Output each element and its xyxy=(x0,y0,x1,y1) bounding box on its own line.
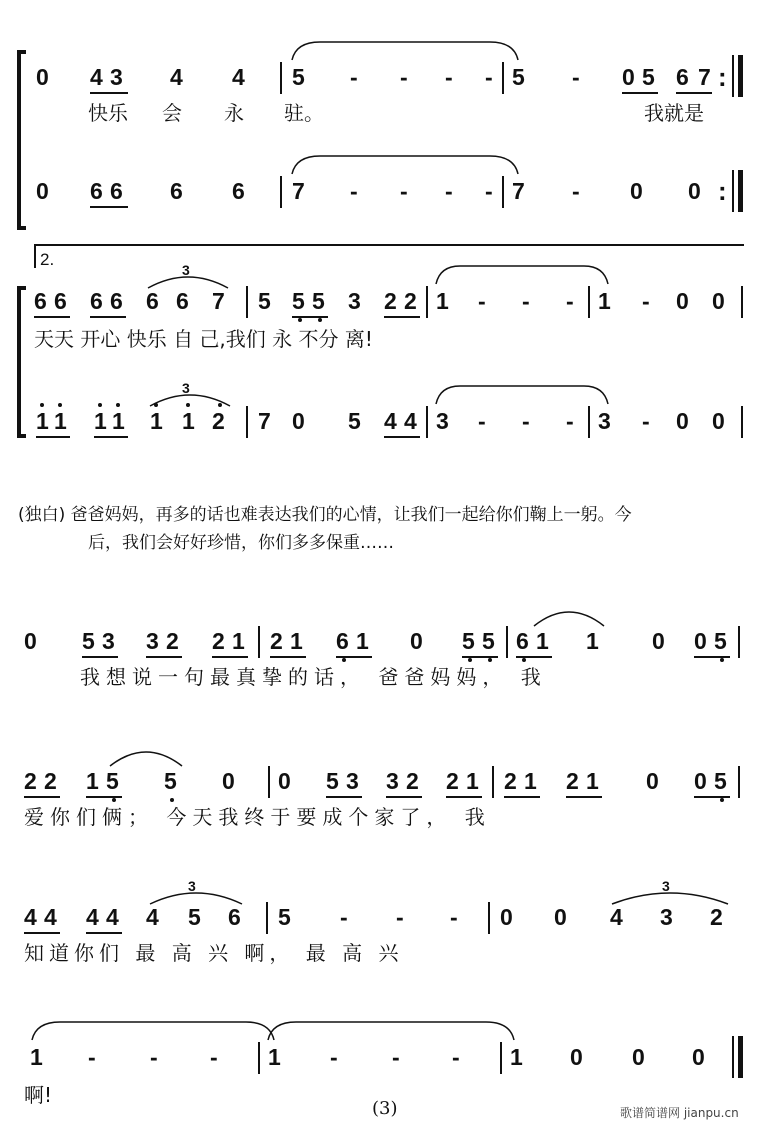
underline xyxy=(676,92,712,94)
underline xyxy=(212,656,248,658)
dash: - xyxy=(566,288,574,314)
lyrics-line: 爱你们俩； 今天我终于要成个家了， 我 xyxy=(24,805,491,829)
note: 1 xyxy=(268,1044,281,1070)
dot xyxy=(522,658,526,662)
tuplet-number: 3 xyxy=(662,878,670,894)
lyric: 我就是 xyxy=(644,101,704,125)
repeat-dots: : xyxy=(718,62,727,92)
note: 4 xyxy=(232,64,245,90)
underline xyxy=(336,656,372,658)
tuplet-number: 3 xyxy=(188,878,196,894)
tie-arc xyxy=(266,1018,516,1042)
dash: - xyxy=(350,64,358,90)
volta-label: 2. xyxy=(40,250,55,269)
dot xyxy=(116,403,120,407)
repeat-dots: : xyxy=(718,176,727,206)
note: 6 xyxy=(110,288,123,314)
underline xyxy=(86,932,122,934)
note: 5 xyxy=(292,64,305,90)
note: 1 xyxy=(86,768,99,794)
dash: - xyxy=(572,178,580,204)
final-barline xyxy=(738,1036,743,1078)
note: 0 xyxy=(222,768,235,794)
barline xyxy=(741,406,743,438)
note: 1 xyxy=(232,628,245,654)
slur-arc xyxy=(108,746,184,768)
slur-arc xyxy=(148,888,244,906)
note: 5 xyxy=(164,768,177,794)
note: 6 xyxy=(90,178,103,204)
note: 2 xyxy=(166,628,179,654)
note: 0 xyxy=(694,628,707,654)
note: 6 xyxy=(90,288,103,314)
dot xyxy=(170,798,174,802)
barline xyxy=(280,62,282,94)
note: 2 xyxy=(504,768,517,794)
dash: - xyxy=(642,408,650,434)
barline xyxy=(246,286,248,318)
note: 1 xyxy=(94,408,107,434)
dash: - xyxy=(522,288,530,314)
note: 3 xyxy=(436,408,449,434)
note: 0 xyxy=(278,768,291,794)
note: 7 xyxy=(512,178,525,204)
note: 2 xyxy=(212,408,225,434)
note: 7 xyxy=(212,288,225,314)
note: 2 xyxy=(24,768,37,794)
dash: - xyxy=(400,178,408,204)
note: 4 xyxy=(44,904,57,930)
note: 0 xyxy=(630,178,643,204)
barline xyxy=(506,626,508,658)
note: 1 xyxy=(598,288,611,314)
note: 5 xyxy=(714,628,727,654)
barline xyxy=(732,55,734,97)
note: 0 xyxy=(570,1044,583,1070)
note: 5 xyxy=(642,64,655,90)
note: 1 xyxy=(36,408,49,434)
note: 5 xyxy=(326,768,339,794)
underline xyxy=(462,656,498,658)
note: 1 xyxy=(436,288,449,314)
barline xyxy=(426,286,428,318)
barline xyxy=(246,406,248,438)
note: 0 xyxy=(292,408,305,434)
note: 4 xyxy=(384,408,397,434)
underline xyxy=(694,656,730,658)
note: 5 xyxy=(292,288,305,314)
lyrics-line: 啊! xyxy=(24,1083,53,1107)
lyric: 快乐 xyxy=(88,101,128,125)
underline xyxy=(292,316,328,318)
note: 3 xyxy=(346,768,359,794)
volta-line xyxy=(34,244,744,246)
dot xyxy=(488,658,492,662)
dash: - xyxy=(340,904,348,930)
dash: - xyxy=(485,178,493,204)
watermark: 歌谱简谱网 jianpu.cn xyxy=(620,1106,739,1120)
dot xyxy=(318,318,322,322)
note: 3 xyxy=(386,768,399,794)
underline xyxy=(622,92,658,94)
underline xyxy=(90,206,128,208)
lyric: 永 xyxy=(224,101,244,125)
barline xyxy=(738,766,740,798)
underline xyxy=(82,656,118,658)
note: 2 xyxy=(566,768,579,794)
note: 1 xyxy=(290,628,303,654)
dash: - xyxy=(485,64,493,90)
volta-hook xyxy=(34,244,36,268)
dash: - xyxy=(452,1044,460,1070)
dash: - xyxy=(566,408,574,434)
monologue-line-1: (独白) 爸爸妈妈，再多的话也难表达我们的心情，让我们一起给你们鞠上一躬。今 xyxy=(18,505,632,525)
dot xyxy=(720,658,724,662)
underline xyxy=(326,796,362,798)
note: 5 xyxy=(512,64,525,90)
note: 1 xyxy=(536,628,549,654)
barline xyxy=(588,286,590,318)
underline xyxy=(566,796,602,798)
slur-arc xyxy=(148,390,232,408)
note: 2 xyxy=(44,768,57,794)
barline xyxy=(741,286,743,318)
barline xyxy=(588,406,590,438)
dot xyxy=(468,658,472,662)
note: 5 xyxy=(348,408,361,434)
dash: - xyxy=(445,178,453,204)
barline xyxy=(492,766,494,798)
barline xyxy=(732,170,734,212)
note: 0 xyxy=(36,178,49,204)
underline xyxy=(34,316,70,318)
note: 1 xyxy=(112,408,125,434)
note: 7 xyxy=(698,64,711,90)
note: 0 xyxy=(632,1044,645,1070)
barline xyxy=(258,626,260,658)
note: 5 xyxy=(188,904,201,930)
final-barline xyxy=(738,170,743,212)
barline xyxy=(280,176,282,208)
note: 6 xyxy=(516,628,529,654)
note: 5 xyxy=(714,768,727,794)
note: 4 xyxy=(146,904,159,930)
barline xyxy=(426,406,428,438)
underline xyxy=(504,796,540,798)
note: 4 xyxy=(404,408,417,434)
note: 1 xyxy=(54,408,67,434)
underline xyxy=(516,656,552,658)
note: 4 xyxy=(610,904,623,930)
note: 4 xyxy=(86,904,99,930)
note: 7 xyxy=(292,178,305,204)
note: 6 xyxy=(54,288,67,314)
note: 6 xyxy=(110,178,123,204)
note: 5 xyxy=(312,288,325,314)
note: 1 xyxy=(586,628,599,654)
note: 6 xyxy=(676,64,689,90)
note: 6 xyxy=(176,288,189,314)
note: 0 xyxy=(652,628,665,654)
note: 5 xyxy=(462,628,475,654)
note: 0 xyxy=(554,904,567,930)
tuplet-number: 3 xyxy=(182,262,190,278)
dot xyxy=(720,798,724,802)
note: 6 xyxy=(228,904,241,930)
barline xyxy=(502,62,504,94)
dash: - xyxy=(210,1044,218,1070)
note: 3 xyxy=(660,904,673,930)
barline xyxy=(268,766,270,798)
note: 2 xyxy=(270,628,283,654)
note: 2 xyxy=(446,768,459,794)
underline xyxy=(94,436,128,438)
underline xyxy=(386,796,422,798)
note: 6 xyxy=(336,628,349,654)
note: 0 xyxy=(36,64,49,90)
dash: - xyxy=(445,64,453,90)
note: 6 xyxy=(34,288,47,314)
dash: - xyxy=(572,64,580,90)
tie-arc xyxy=(30,1018,276,1042)
barline xyxy=(732,1036,734,1078)
brace-bracket xyxy=(14,286,28,438)
underline xyxy=(384,316,420,318)
underline xyxy=(694,796,730,798)
underline xyxy=(86,796,122,798)
note: 0 xyxy=(676,408,689,434)
note: 7 xyxy=(258,408,271,434)
note: 4 xyxy=(170,64,183,90)
note: 5 xyxy=(106,768,119,794)
tuplet-number: 3 xyxy=(182,380,190,396)
note: 3 xyxy=(110,64,123,90)
note: 0 xyxy=(646,768,659,794)
underline xyxy=(446,796,482,798)
note: 0 xyxy=(712,408,725,434)
barline xyxy=(258,1042,260,1074)
brace-bracket xyxy=(14,50,28,230)
note: 2 xyxy=(710,904,723,930)
note: 5 xyxy=(482,628,495,654)
dash: - xyxy=(330,1044,338,1070)
lyrics-line: 知道你们 最 高 兴 啊， 最 高 兴 xyxy=(24,941,404,965)
note: 5 xyxy=(278,904,291,930)
note: 0 xyxy=(676,288,689,314)
barline xyxy=(738,626,740,658)
dash: - xyxy=(478,408,486,434)
slur-arc xyxy=(532,606,606,628)
note: 0 xyxy=(712,288,725,314)
dash: - xyxy=(350,178,358,204)
note: 2 xyxy=(212,628,225,654)
monologue-line-2: 后，我们会好好珍惜，你们多多保重…… xyxy=(88,533,394,553)
dot xyxy=(342,658,346,662)
dash: - xyxy=(522,408,530,434)
dot xyxy=(298,318,302,322)
note: 2 xyxy=(384,288,397,314)
note: 3 xyxy=(102,628,115,654)
note: 0 xyxy=(622,64,635,90)
note: 4 xyxy=(24,904,37,930)
underline xyxy=(24,932,60,934)
barline xyxy=(488,902,490,934)
dash: - xyxy=(396,904,404,930)
note: 1 xyxy=(510,1044,523,1070)
dash: - xyxy=(400,64,408,90)
dot xyxy=(98,403,102,407)
note: 0 xyxy=(24,628,37,654)
note: 1 xyxy=(524,768,537,794)
note: 2 xyxy=(406,768,419,794)
note: 5 xyxy=(258,288,271,314)
slur-arc xyxy=(610,888,730,906)
note: 0 xyxy=(500,904,513,930)
note: 3 xyxy=(348,288,361,314)
dash: - xyxy=(150,1044,158,1070)
underline xyxy=(90,316,126,318)
note: 3 xyxy=(598,408,611,434)
note: 5 xyxy=(82,628,95,654)
note: 6 xyxy=(146,288,159,314)
tie-arc xyxy=(290,38,520,62)
lyrics-line: 我想说一句最真挚的话， 爸爸妈妈， 我 xyxy=(80,665,547,689)
barline xyxy=(266,902,268,934)
dot xyxy=(58,403,62,407)
final-barline xyxy=(738,55,743,97)
underline xyxy=(24,796,60,798)
note: 1 xyxy=(182,408,195,434)
note: 1 xyxy=(30,1044,43,1070)
slur-arc xyxy=(146,272,230,290)
dot xyxy=(40,403,44,407)
note: 1 xyxy=(586,768,599,794)
dash: - xyxy=(88,1044,96,1070)
note: 6 xyxy=(170,178,183,204)
underline xyxy=(146,656,182,658)
note: 1 xyxy=(150,408,163,434)
underline xyxy=(384,436,420,438)
page-number: (3) xyxy=(372,1098,398,1119)
dot xyxy=(112,798,116,802)
barline xyxy=(500,1042,502,1074)
note: 4 xyxy=(106,904,119,930)
dash: - xyxy=(450,904,458,930)
tie-arc xyxy=(434,382,610,406)
dash: - xyxy=(642,288,650,314)
underline xyxy=(270,656,306,658)
underline xyxy=(36,436,70,438)
note: 1 xyxy=(356,628,369,654)
dash: - xyxy=(478,288,486,314)
dash: - xyxy=(392,1044,400,1070)
note: 2 xyxy=(404,288,417,314)
tie-arc xyxy=(290,152,520,176)
note: 1 xyxy=(466,768,479,794)
note: 0 xyxy=(694,768,707,794)
lyric: 会 xyxy=(162,101,182,125)
note: 3 xyxy=(146,628,159,654)
lyrics-line: 天天 开心 快乐 自 己,我们 永 不分 离! xyxy=(34,327,373,351)
note: 0 xyxy=(410,628,423,654)
note: 4 xyxy=(90,64,103,90)
lyric: 驻。 xyxy=(284,101,324,125)
note: 0 xyxy=(688,178,701,204)
underline xyxy=(90,92,128,94)
note: 6 xyxy=(232,178,245,204)
tie-arc xyxy=(434,262,610,286)
barline xyxy=(502,176,504,208)
note: 0 xyxy=(692,1044,705,1070)
